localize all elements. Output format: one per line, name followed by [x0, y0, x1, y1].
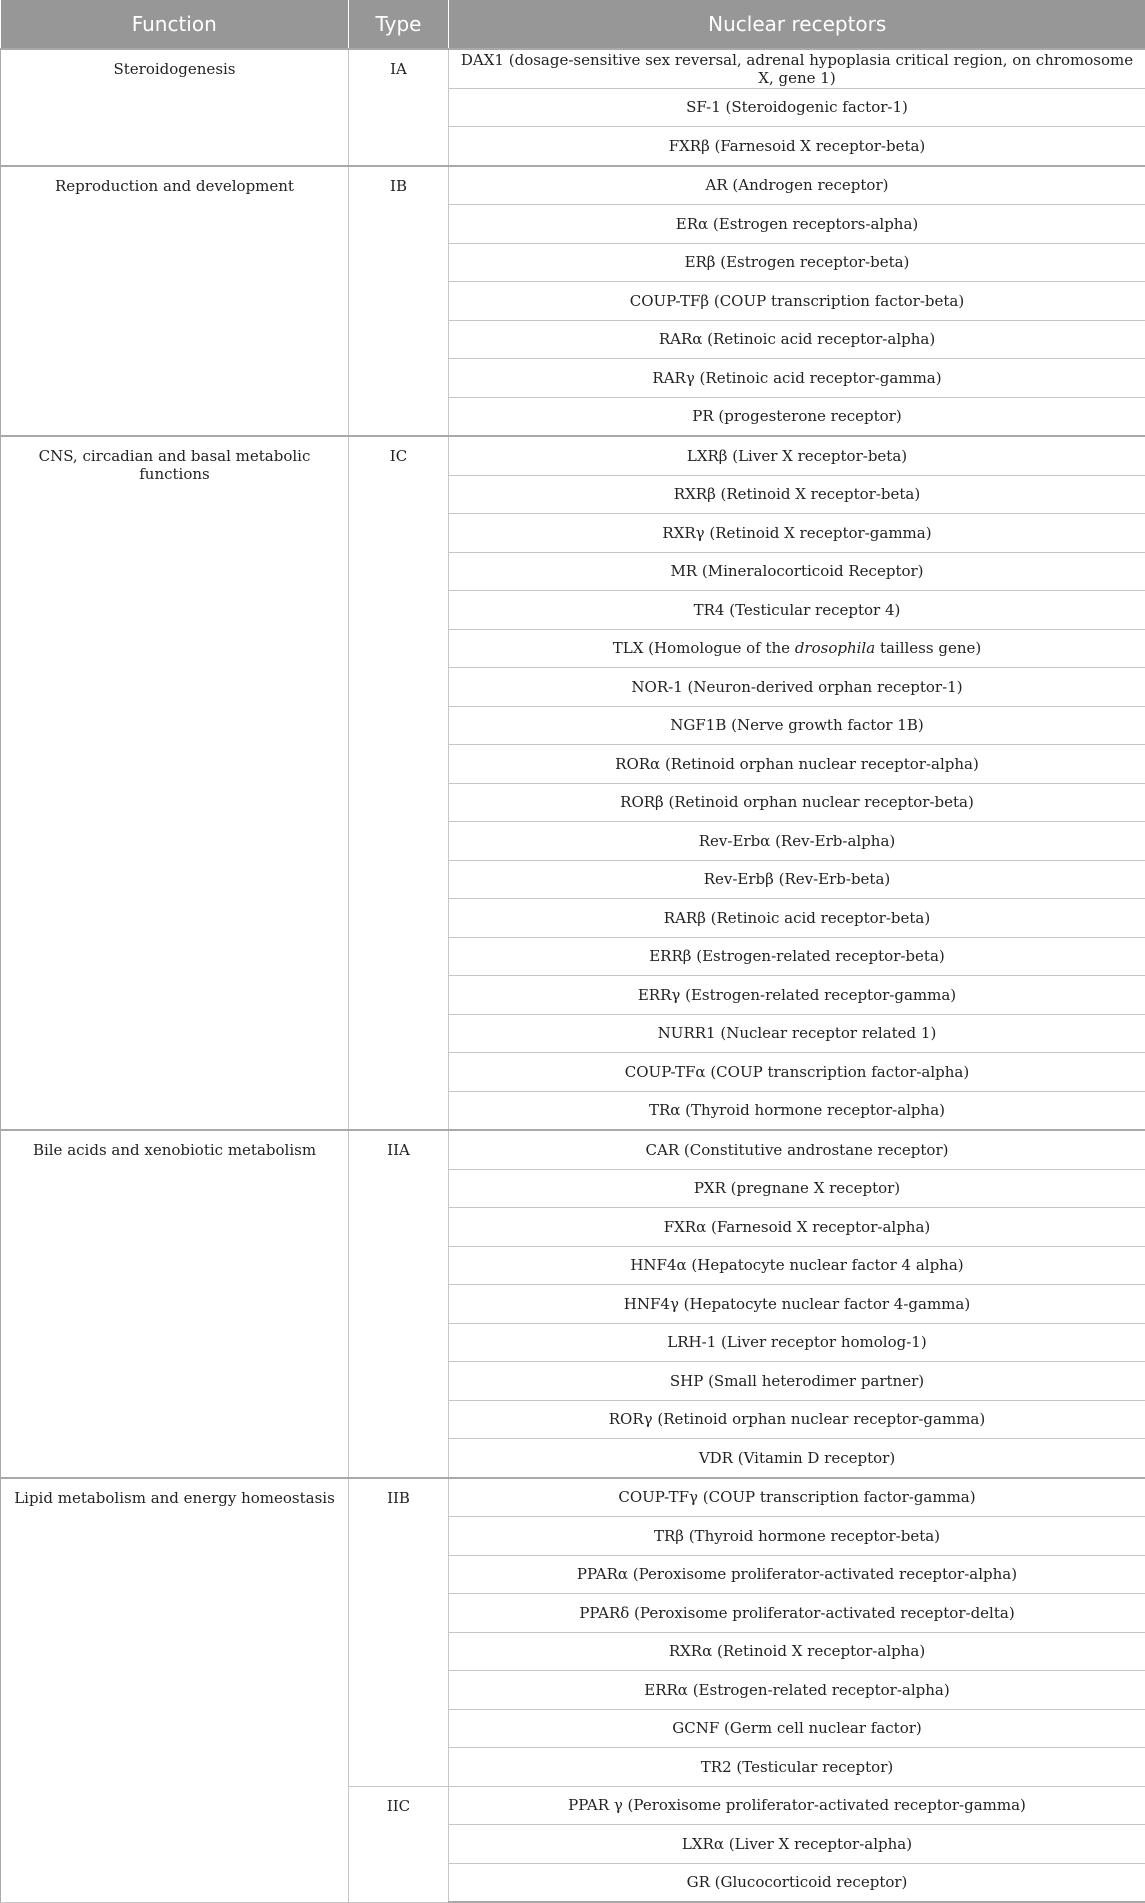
receptor-cell: NGF1B (Nerve growth factor 1B)	[449, 706, 1145, 745]
receptor-cell: LXRα (Liver X receptor-alpha)	[449, 1825, 1145, 1864]
type-cell: IC	[349, 436, 449, 1130]
receptor-cell: PPARδ (Peroxisome proliferator-activated receptor-delta)	[449, 1594, 1145, 1633]
receptor-cell: PPAR γ (Peroxisome proliferator-activated receptor-gamma)	[449, 1786, 1145, 1825]
header-type: Type	[349, 0, 449, 49]
receptor-cell: TLX (Homologue of the drosophila tailless gene)	[449, 629, 1145, 668]
function-cell: Bile acids and xenobiotic metabolism	[1, 1130, 349, 1478]
receptor-cell: ERRγ (Estrogen-related receptor-gamma)	[449, 976, 1145, 1015]
receptor-cell: ERRα (Estrogen-related receptor-alpha)	[449, 1671, 1145, 1710]
table-row	[1, 1130, 1145, 1169]
receptor-cell: RARα (Retinoic acid receptor-alpha)	[449, 320, 1145, 359]
receptor-cell: NURR1 (Nuclear receptor related 1)	[449, 1014, 1145, 1053]
receptor-cell: RXRβ (Retinoid X receptor-beta)	[449, 475, 1145, 514]
receptor-cell: RXRγ (Retinoid X receptor-gamma)	[449, 514, 1145, 553]
receptor-cell: RARβ (Retinoic acid receptor-beta)	[449, 899, 1145, 938]
receptor-cell: TR4 (Testicular receptor 4)	[449, 591, 1145, 630]
function-cell: Reproduction and development	[1, 166, 349, 437]
table-row	[1, 166, 1145, 205]
table-row	[1, 49, 1145, 88]
receptor-cell: RARγ (Retinoic acid receptor-gamma)	[449, 359, 1145, 398]
receptor-cell: LXRβ (Liver X receptor-beta)	[449, 436, 1145, 475]
receptor-cell: CAR (Constitutive androstane receptor)	[449, 1130, 1145, 1169]
receptor-cell: TRβ (Thyroid hormone receptor-beta)	[449, 1517, 1145, 1556]
receptor-cell: LRH-1 (Liver receptor homolog-1)	[449, 1323, 1145, 1362]
receptor-cell: Rev-Erbα (Rev-Erb-alpha)	[449, 822, 1145, 861]
type-cell: IA	[349, 49, 449, 166]
receptor-cell: HNF4γ (Hepatocyte nuclear factor 4-gamma)	[449, 1285, 1145, 1324]
receptor-cell: DAX1 (dosage-sensitive sex reversal, adrenal hypoplasia critical region, on chromosome X, gene 1)	[449, 49, 1145, 88]
receptor-cell: RXRα (Retinoid X receptor-alpha)	[449, 1632, 1145, 1671]
receptor-cell: COUP-TFβ (COUP transcription factor-beta)	[449, 282, 1145, 321]
receptor-cell: SF-1 (Steroidogenic factor-1)	[449, 88, 1145, 127]
function-cell: Lipid metabolism and energy homeostasis	[1, 1478, 349, 1903]
receptor-cell: MR (Mineralocorticoid Receptor)	[449, 552, 1145, 591]
receptor-cell: Rev-Erbβ (Rev-Erb-beta)	[449, 860, 1145, 899]
receptor-cell: ERα (Estrogen receptors-alpha)	[449, 205, 1145, 244]
receptor-cell: TR2 (Testicular receptor)	[449, 1748, 1145, 1787]
receptor-cell: RORγ (Retinoid orphan nuclear receptor-gamma)	[449, 1400, 1145, 1439]
receptor-cell: AR (Androgen receptor)	[449, 166, 1145, 205]
header-row	[1, 0, 1145, 49]
function-cell: CNS, circadian and basal metabolic functions	[1, 436, 349, 1130]
receptor-cell: ERRβ (Estrogen-related receptor-beta)	[449, 937, 1145, 976]
receptor-cell: GCNF (Germ cell nuclear factor)	[449, 1709, 1145, 1748]
receptor-cell: PR (progesterone receptor)	[449, 397, 1145, 436]
receptor-cell: RORβ (Retinoid orphan nuclear receptor-beta)	[449, 783, 1145, 822]
receptor-cell: FXRβ (Farnesoid X receptor-beta)	[449, 127, 1145, 166]
type-cell: IIB	[349, 1478, 449, 1787]
receptor-cell: NOR-1 (Neuron-derived orphan receptor-1)	[449, 668, 1145, 707]
table-body	[1, 49, 1145, 1902]
receptor-cell: VDR (Vitamin D receptor)	[449, 1439, 1145, 1478]
receptor-cell: PXR (pregnane X receptor)	[449, 1169, 1145, 1208]
receptor-cell: COUP-TFα (COUP transcription factor-alpha)	[449, 1053, 1145, 1092]
header-function: Function	[1, 0, 349, 49]
table-row	[1, 436, 1145, 475]
receptor-cell: RORα (Retinoid orphan nuclear receptor-alpha)	[449, 745, 1145, 784]
table-row	[1, 1478, 1145, 1517]
receptor-cell: PPARα (Peroxisome proliferator-activated receptor-alpha)	[449, 1555, 1145, 1594]
header-receptors: Nuclear receptors	[449, 0, 1145, 49]
receptor-cell: TRα (Thyroid hormone receptor-alpha)	[449, 1091, 1145, 1130]
receptor-cell: SHP (Small heterodimer partner)	[449, 1362, 1145, 1401]
receptor-cell: COUP-TFγ (COUP transcription factor-gamma)	[449, 1478, 1145, 1517]
receptor-cell: HNF4α (Hepatocyte nuclear factor 4 alpha)	[449, 1246, 1145, 1285]
italic-term: drosophila	[795, 639, 875, 657]
function-cell: Steroidogenesis	[1, 49, 349, 166]
receptor-cell: GR (Glucocorticoid receptor)	[449, 1863, 1145, 1902]
receptor-cell: ERβ (Estrogen receptor-beta)	[449, 243, 1145, 282]
type-cell: IIC	[349, 1786, 449, 1902]
receptor-cell: FXRα (Farnesoid X receptor-alpha)	[449, 1208, 1145, 1247]
type-cell: IB	[349, 166, 449, 437]
type-cell: IIA	[349, 1130, 449, 1478]
